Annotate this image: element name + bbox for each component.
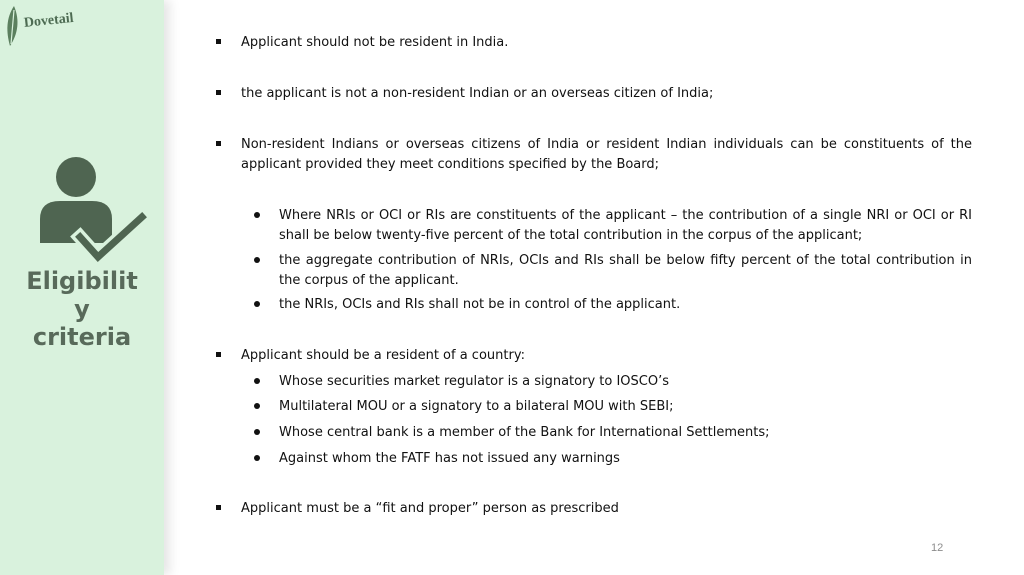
sub-bullet-item [216, 423, 972, 443]
bullet-text: the NRIs, OCIs and RIs shall not be in control of the applicant. [279, 297, 681, 312]
sub-bullet-item [216, 206, 972, 245]
logo-text: Dovetail [23, 10, 75, 31]
round-bullet-icon [254, 403, 260, 409]
bullet-item [216, 84, 972, 104]
bullet-text: Applicant should be a resident of a country: [241, 348, 525, 363]
square-bullet-icon [216, 141, 221, 146]
round-bullet-icon [254, 301, 260, 307]
sub-bullet-item [216, 397, 972, 417]
round-bullet-icon [254, 257, 260, 263]
square-bullet-icon [216, 39, 221, 44]
bullet-item [216, 346, 972, 366]
sub-bullet-item [216, 372, 972, 392]
bullet-text: Where NRIs or OCI or RIs are constituents of the applicant – the contribution of a single NRI or OCI or RI shall be below twenty-five percent of the total contribution in the corpus of the applicant; [279, 208, 972, 243]
bullet-text: Applicant must be a “fit and proper” person as prescribed [241, 501, 619, 516]
bullet-item [216, 33, 972, 53]
bullet-item [216, 499, 972, 519]
page-number: 12 [931, 542, 944, 554]
bullet-text: the applicant is not a non-resident Indian or an overseas citizen of India; [241, 86, 714, 101]
section-title [0, 267, 164, 351]
dovetail-logo [4, 4, 75, 48]
round-bullet-icon [254, 212, 260, 218]
bullet-text: Whose central bank is a member of the Bank for International Settlements; [279, 425, 770, 440]
sub-bullet-item [216, 449, 972, 469]
bullet-text: Multilateral MOU or a signatory to a bilateral MOU with SEBI; [279, 399, 674, 414]
bullet-text: Non-resident Indians or overseas citizens of India or resident Indian individuals can be constituents of the applicant provided they meet conditions specified by the Board; [241, 137, 972, 172]
bullet-text: the aggregate contribution of NRIs, OCIs and RIs shall be below fifty percent of the total contribution in the corpus of the applicant. [279, 253, 972, 288]
bullet-item [216, 135, 972, 174]
sub-bullet-item [216, 251, 972, 290]
leaf-icon [4, 4, 24, 48]
round-bullet-icon [254, 455, 260, 461]
sub-bullet-item [216, 295, 972, 315]
square-bullet-icon [216, 505, 221, 510]
bullet-text: Whose securities market regulator is a signatory to IOSCO’s [279, 374, 669, 389]
square-bullet-icon [216, 352, 221, 357]
section-title-line-3: criteria [32, 323, 132, 351]
bullet-text: Applicant should not be resident in India. [241, 35, 509, 50]
round-bullet-icon [254, 378, 260, 384]
section-title-line-1: Eligibilit [26, 267, 138, 295]
section-title-line-2: y [74, 295, 90, 323]
square-bullet-icon [216, 90, 221, 95]
round-bullet-icon [254, 429, 260, 435]
person-check-icon [36, 155, 148, 273]
sidebar-panel [0, 0, 164, 575]
bullet-text: Against whom the FATF has not issued any warnings [279, 451, 620, 466]
